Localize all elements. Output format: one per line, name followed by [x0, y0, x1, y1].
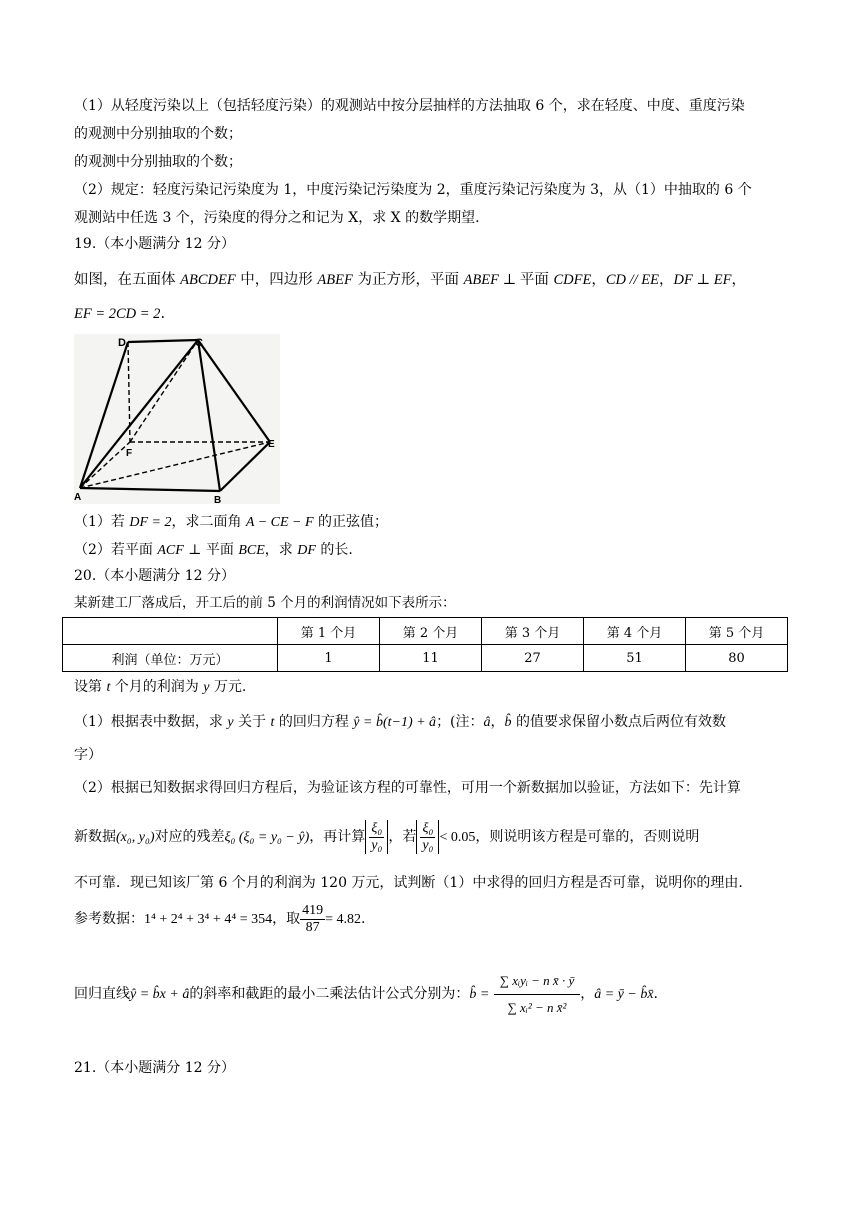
q19-part2-text: ，求: [264, 542, 298, 558]
q19-segment-df: DF: [297, 543, 316, 558]
q20-part1-text: 关于: [233, 714, 271, 730]
table-header-cell: 第 4 个月: [584, 618, 686, 645]
table-cell: 27: [482, 645, 584, 672]
q19-part1: [74, 512, 388, 533]
fraction-numerator: 419: [302, 902, 324, 918]
q20-header: 20.（本小题满分 12 分）: [74, 568, 235, 584]
q20-part2-text: 新数据: [74, 829, 116, 845]
fraction-419-87: [300, 903, 325, 936]
q20-formula-text: 回归直线: [74, 986, 130, 1002]
q18-part1-line1: （1）从轻度污染以上（包括轻度污染）的观测站中按分层抽样的方法抽取 6 个，求在轻度、中度、重度污染: [74, 98, 745, 114]
profit-table: [62, 617, 788, 672]
q20-part2-text: ，再计算: [309, 829, 366, 845]
label-E: E: [268, 439, 275, 450]
q19-header: 19.（本小题满分 12 分）: [74, 236, 235, 252]
q20-part2-text: ，若: [388, 829, 417, 845]
q19-perp: DF ⊥ EF: [673, 272, 732, 288]
q20-residual: ξ₀ (ξ₀ = y₀ − ŷ): [224, 830, 310, 845]
q20-var-t: t: [106, 680, 111, 695]
q19-dihedral-angle: A − CE − F: [245, 515, 314, 530]
q20-var-y: y: [227, 715, 234, 730]
label-D: D: [118, 337, 126, 349]
q20-formula: [74, 955, 658, 1034]
q20-reference: [74, 902, 365, 937]
fraction-denominator: y₀: [371, 837, 383, 853]
q19-length-condition: EF = 2CD = 2: [74, 306, 161, 322]
q19-part2-text: 的长.: [315, 542, 353, 558]
label-B: B: [214, 495, 222, 504]
fraction: [420, 821, 435, 854]
q19-plane-perp: ABEF ⊥: [463, 272, 520, 288]
q19-plane-bce: BCE: [238, 543, 265, 558]
q20-part1-text: ；(注：: [436, 714, 484, 730]
q20-part1-line1: [74, 712, 726, 733]
q20-threshold: < 0.05: [439, 830, 476, 845]
q20-part1-text: 的回归方程: [274, 714, 354, 730]
q19-parallel: CD // EE: [605, 272, 660, 288]
table-header-cell: 第 3 个月: [482, 618, 584, 645]
q19-part2-text: ⊥ 平面: [183, 542, 239, 558]
q20-part2-text: 对应的残差: [154, 829, 225, 845]
q20-part1-line2: 字）: [74, 747, 102, 763]
q19-part1-text: 的正弦值；: [313, 514, 389, 530]
q20-regression-line: ŷ = b̂x + â: [130, 987, 190, 1002]
label-C: C: [195, 337, 203, 349]
label-F: F: [126, 448, 133, 459]
q18-part2-line1: （2）规定：轻度污染记污染度为 1，中度污染记污染度为 2，重度污染记污染度为 3，从（1）中抽取的 6 个: [74, 182, 752, 198]
fraction: [369, 821, 384, 854]
q20-approx-value: = 4.82: [325, 912, 362, 927]
q20-part2-line3: 不可靠．现已知该厂第 6 个月的利润为 120 万元，试判断（1）中求得的回归方程是否可靠，说明你的理由.: [74, 875, 743, 891]
least-squares-fraction: [494, 968, 580, 1021]
table-header-cell: 第 2 个月: [380, 618, 482, 645]
q18-part1-line2: 的观测中分别抽取的个数；: [74, 126, 242, 142]
q20-part2-line2: [74, 820, 699, 855]
q19-stem-text: 平面: [519, 272, 554, 288]
pentahedron-figure: [74, 334, 280, 504]
q20-define-text: 万元.: [209, 679, 247, 695]
table-header-row: [63, 618, 788, 645]
q20-define-text: 个月的利润为: [110, 679, 204, 695]
q18-part1-line3: 的观测中分别抽取的个数；: [74, 154, 242, 170]
q20-a-hat: â: [483, 715, 491, 730]
abs-ratio-1: [365, 820, 388, 854]
q19-square-name: ABEF: [317, 272, 353, 288]
q20-part1-text: ，: [490, 714, 505, 730]
q20-part1-text: 的值要求保留小数点后两位有效数: [511, 714, 726, 730]
q20-a-hat-eq: â = ȳ − b̂x̄: [594, 987, 654, 1002]
fraction-denominator: 87: [305, 919, 320, 935]
q20-b-hat: b̂: [504, 715, 512, 730]
q20-b-hat-eq: b̂ =: [469, 987, 490, 1002]
q19-part2: [74, 540, 353, 561]
q20-power-sum: 1⁴ + 2⁴ + 3⁴ + 4⁴ = 354: [144, 912, 273, 927]
q20-formula-text: .: [653, 986, 658, 1002]
fraction-numerator: ∑ xᵢyᵢ − n x̄ · ȳ: [494, 968, 580, 995]
fraction-denominator: y₀: [422, 837, 434, 853]
q19-stem-text: 为正方形，平面: [352, 272, 464, 288]
q19-stem-line2: [74, 304, 165, 324]
fraction-denominator: ∑ xᵢ² − n x̄²: [507, 999, 567, 1015]
table-cell: 51: [584, 645, 686, 672]
q19-stem-text: 中，四边形: [235, 272, 318, 288]
q20-var-t: t: [270, 715, 275, 730]
q20-reference-text: ，取: [272, 911, 301, 927]
q20-var-y: y: [203, 680, 210, 695]
q20-new-data-point: (x₀, y₀): [116, 830, 155, 845]
q19-part2-text: （2）若平面: [74, 542, 158, 558]
figure-background: [74, 334, 280, 504]
q19-part1-text: ，求二面角: [171, 514, 246, 530]
q20-formula-text: ，: [580, 986, 595, 1002]
q20-define: [74, 677, 246, 698]
table-header-cell: 第 1 个月: [278, 618, 380, 645]
q19-stem-text: ，: [659, 272, 674, 288]
q19-stem-text: 如图，在五面体: [74, 272, 181, 288]
table-cell: 11: [380, 645, 482, 672]
q20-part1-text: （1）根据表中数据，求: [74, 714, 228, 730]
q19-stem-line1: [74, 270, 746, 290]
q20-intro: 某新建工厂落成后，开工后的前 5 个月的利润情况如下表所示：: [74, 595, 456, 611]
fraction-numerator: ξ₀: [369, 821, 384, 838]
q21-header: 21.（本小题满分 12 分）: [74, 1060, 235, 1076]
q19-stem-text: .: [160, 306, 166, 322]
q19-solid-name: ABCDEF: [180, 272, 236, 288]
q20-formula-text: 的斜率和截距的最小二乘法估计公式分别为：: [189, 986, 470, 1002]
q19-part1-text: （1）若: [74, 514, 130, 530]
q19-part1-condition: DF = 2: [129, 515, 172, 530]
table-cell: 80: [686, 645, 788, 672]
abs-ratio-2: [416, 820, 439, 854]
table-row-label: 利润（单位：万元）: [63, 645, 278, 672]
table-row: [63, 645, 788, 672]
table-header-cell: 第 5 个月: [686, 618, 788, 645]
table-header-cell: [63, 618, 278, 645]
q19-stem-text: ，: [731, 272, 746, 288]
q19-plane-name: CDFE: [553, 272, 592, 288]
table-cell: 1: [278, 645, 380, 672]
q18-part2-line2: 观测站中任选 3 个，污染度的得分之和记为 X，求 X 的数学期望.: [74, 210, 480, 226]
q20-reference-text: 参考数据：: [74, 911, 144, 927]
pentahedron-svg: [74, 334, 280, 504]
q20-reference-text: .: [361, 911, 366, 927]
q20-part2-line1: （2）根据已知数据求得回归方程后，为验证该方程的可靠性，可用一个新数据加以验证，方法如下：先计算: [74, 780, 741, 796]
q20-define-text: 设第: [74, 679, 107, 695]
q19-stem-text: ，: [591, 272, 606, 288]
label-A: A: [74, 492, 82, 503]
q20-part2-text: ，则说明该方程是可靠的，否则说明: [475, 829, 700, 845]
q19-plane-acf: ACF: [157, 543, 184, 558]
q20-regression-equation: ŷ = b̂(t−1) + â: [353, 715, 437, 730]
fraction-numerator: ξ₀: [420, 821, 435, 838]
